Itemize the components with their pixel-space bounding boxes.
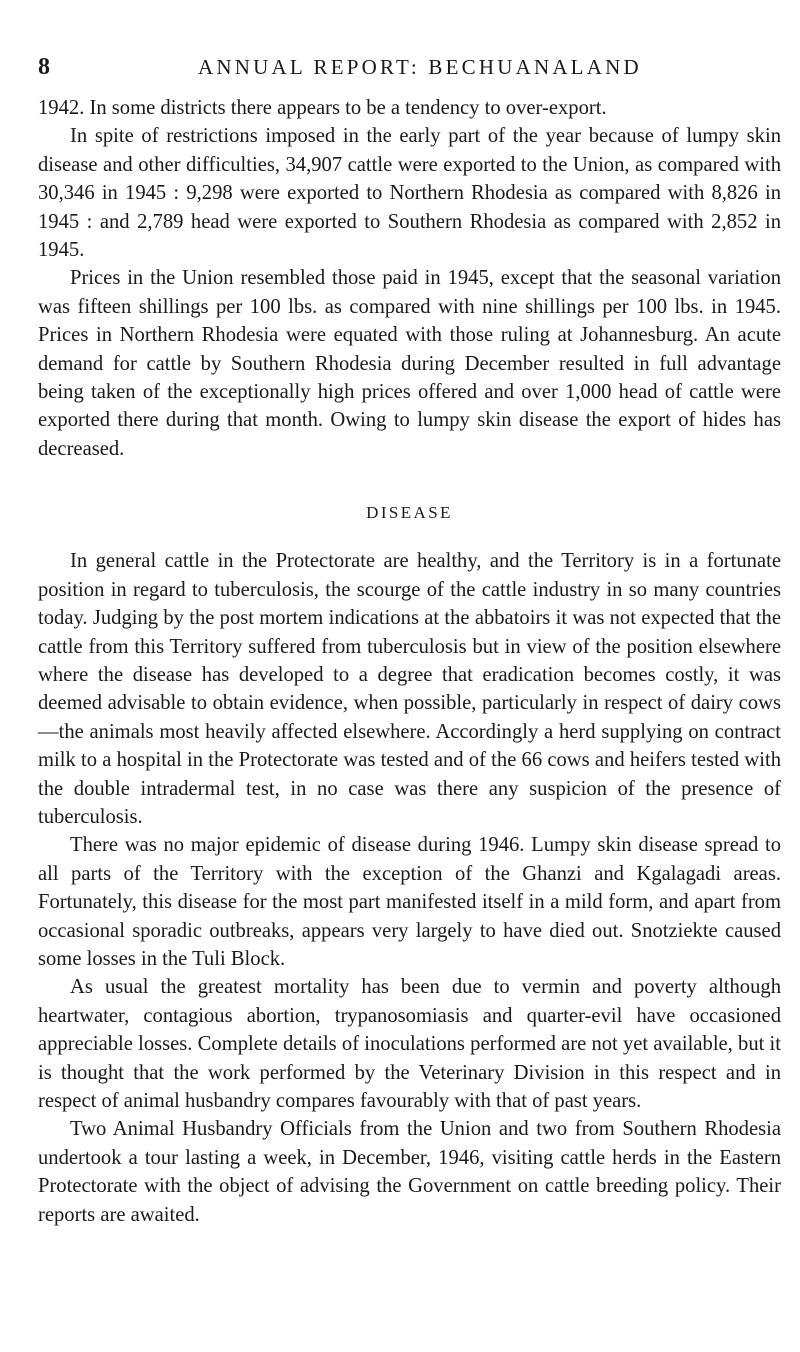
paragraph-mortality: As usual the greatest mortality has been due to vermin and poverty although heartwater, contagious abortion, trypanosomiasis and quarter-evil have occasioned appreciable losses. Complete details of inoculations performed are not yet available, but it is thought that the work performed by the Veterinary Division in this respect and in respect of animal husbandry compares favourably with that of past years.	[38, 976, 781, 1112]
page-header	[38, 52, 778, 82]
paragraph-officials-tour: Two Animal Husbandry Officials from the Union and two from Southern Rhodesia undertook a tour lasting a week, in December, 1946, visiting cattle herds in the Eastern Protectorate with the object of advising the Government on cattle breeding policy. Their reports are awaited.	[38, 1118, 781, 1226]
body-text	[38, 94, 781, 1229]
paragraph-tuberculosis: In general cattle in the Protectorate are healthy, and the Territory is in a fortunate position in regard to tuberculosis, the scourge of the cattle industry in so many countries today. Judging by the post mortem indications at the abbatoirs it was not expected that the cattle from this Territory suffered from tuberculosis but in view of the position elsewhere where the disease has developed to a degree that eradication becomes costly, it was deemed advisable to obtain evidence, when possible, particularly in respect of dairy cows—the animals most heavily affected elsewhere. Accordingly a herd supplying on contract milk to a hospital in the Protectorate was tested and of the 66 cows and heifers tested with the double intradermal test, in no case was there any suspicion of the presence of tuberculosis.	[38, 550, 781, 828]
paragraph-epidemic: There was no major epidemic of disease during 1946. Lumpy skin disease spread to all parts of the Territory with the exception of the Ghanzi and Kgalagadi areas. Fortunately, this disease for the most part manifested itself in a mild form, and apart from occasional sporadic outbreaks, appears very largely to have died out. Snotziekte caused some losses in the Tuli Block.	[38, 834, 781, 970]
running-title: ANNUAL REPORT: BECHUANALAND	[198, 55, 642, 79]
paragraph-exports: In spite of restrictions imposed in the early part of the year because of lumpy skin disease and other difficulties, 34,907 cattle were exported to the Union, as compared with 30,346 in 1945 : 9,298 were exported to Northern Rhodesia as compared with 8,826 in 1945 : and 2,789 head were exported to Southern Rhodesia as compared with 2,852 in 1945.	[38, 125, 781, 262]
paragraph-continuation: 1942. In some districts there appears to be a tendency to over-export.	[38, 97, 607, 119]
section-heading-disease: DISEASE	[366, 503, 453, 523]
paragraph-prices: Prices in the Union resembled those paid in 1945, except that the seasonal variation was fifteen shillings per 100 lbs. as compared with nine shillings per 100 lbs. in 1945. Prices in Northern Rhodesia were equated with those ruling at Johannesburg. An acute demand for cattle by Southern Rhodesia during December resulted in full advantage being taken of the exceptionally high prices offered and over 1,000 head of cattle were exported there during that month. Owing to lumpy skin disease the export of hides has decreased.	[38, 267, 781, 460]
page-number: 8	[38, 54, 50, 80]
